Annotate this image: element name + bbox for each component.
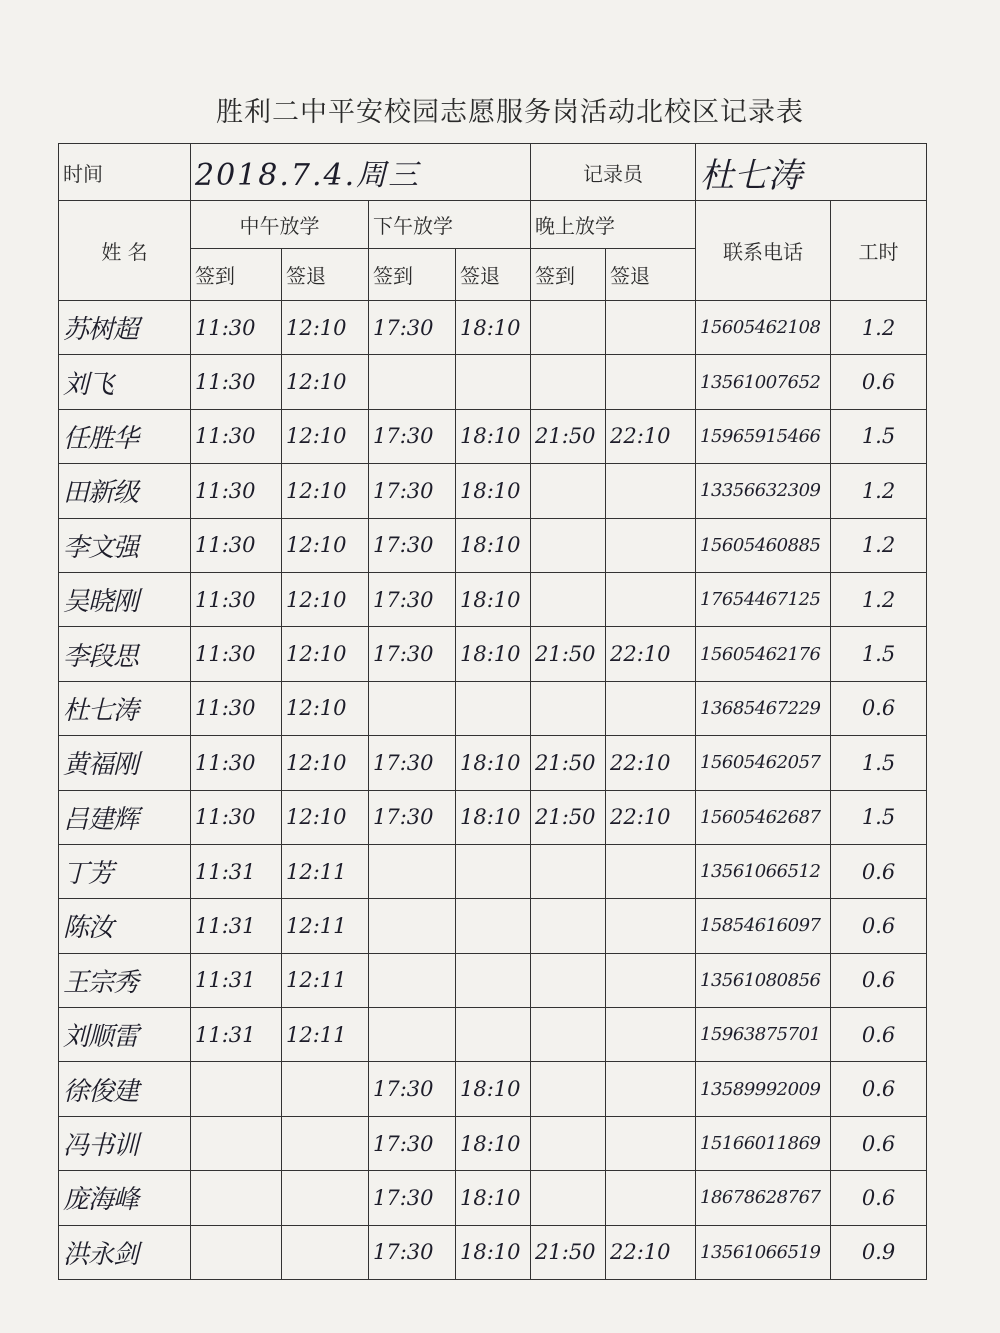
noon-sign-out: 12:10 xyxy=(282,790,369,844)
afternoon-sign-out: 18:10 xyxy=(456,518,531,572)
volunteer-name: 吴晓刚 xyxy=(59,572,191,626)
work-hours: 1.5 xyxy=(831,409,927,463)
name-header: 姓 名 xyxy=(59,201,191,301)
afternoon-sign-out: 18:10 xyxy=(456,464,531,518)
phone-number: 15605462176 xyxy=(696,627,831,681)
recorder-label: 记录员 xyxy=(531,144,696,201)
evening-sign-in xyxy=(531,899,606,953)
evening-sign-in xyxy=(531,1008,606,1062)
work-hours: 1.2 xyxy=(831,572,927,626)
afternoon-sign-out: 18:10 xyxy=(456,1062,531,1116)
date-value: 2018.7.4.周三 xyxy=(191,144,531,201)
noon-sign-out xyxy=(282,1225,369,1279)
noon-sign-in xyxy=(191,1116,282,1170)
noon-sign-out: 12:10 xyxy=(282,572,369,626)
afternoon-sign-out xyxy=(456,844,531,898)
hours-header: 工时 xyxy=(831,201,927,301)
evening-header: 晚上放学 xyxy=(531,201,696,249)
afternoon-sign-in-header: 签到 xyxy=(369,249,456,301)
evening-sign-in xyxy=(531,518,606,572)
phone-number: 13685467229 xyxy=(696,681,831,735)
afternoon-sign-in: 17:30 xyxy=(369,790,456,844)
volunteer-name: 李段思 xyxy=(59,627,191,681)
afternoon-sign-out: 18:10 xyxy=(456,627,531,681)
afternoon-sign-in: 17:30 xyxy=(369,464,456,518)
phone-number: 13561080856 xyxy=(696,953,831,1007)
work-hours: 0.6 xyxy=(831,681,927,735)
work-hours: 0.9 xyxy=(831,1225,927,1279)
afternoon-sign-in xyxy=(369,953,456,1007)
work-hours: 0.6 xyxy=(831,844,927,898)
phone-number: 18678628767 xyxy=(696,1171,831,1225)
afternoon-sign-in: 17:30 xyxy=(369,1116,456,1170)
noon-sign-in: 11:31 xyxy=(191,1008,282,1062)
volunteer-name: 任胜华 xyxy=(59,409,191,463)
volunteer-name: 刘顺雷 xyxy=(59,1008,191,1062)
noon-sign-in xyxy=(191,1225,282,1279)
evening-sign-in xyxy=(531,1062,606,1116)
table-row xyxy=(59,464,927,518)
table-row xyxy=(59,355,927,409)
phone-number: 15605460885 xyxy=(696,518,831,572)
table-row xyxy=(59,681,927,735)
noon-sign-out xyxy=(282,1171,369,1225)
table-row xyxy=(59,790,927,844)
phone-number: 15605462687 xyxy=(696,790,831,844)
work-hours: 0.6 xyxy=(831,899,927,953)
table-row xyxy=(59,301,927,355)
table-row xyxy=(59,518,927,572)
noon-sign-in: 11:30 xyxy=(191,518,282,572)
volunteer-name: 苏树超 xyxy=(59,301,191,355)
phone-number: 15166011869 xyxy=(696,1116,831,1170)
volunteer-name: 杜七涛 xyxy=(59,681,191,735)
volunteer-name: 陈汝 xyxy=(59,899,191,953)
phone-number: 13356632309 xyxy=(696,464,831,518)
afternoon-sign-in: 17:30 xyxy=(369,736,456,790)
table-row xyxy=(59,953,927,1007)
work-hours: 1.5 xyxy=(831,627,927,681)
afternoon-sign-out xyxy=(456,1008,531,1062)
evening-sign-out xyxy=(606,464,696,518)
work-hours: 1.2 xyxy=(831,301,927,355)
evening-sign-out xyxy=(606,518,696,572)
evening-sign-out-header: 签退 xyxy=(606,249,696,301)
evening-sign-in xyxy=(531,355,606,409)
work-hours: 0.6 xyxy=(831,1116,927,1170)
afternoon-sign-in: 17:30 xyxy=(369,301,456,355)
volunteer-name: 王宗秀 xyxy=(59,953,191,1007)
evening-sign-in xyxy=(531,301,606,355)
afternoon-sign-out-header: 签退 xyxy=(456,249,531,301)
noon-sign-in-header: 签到 xyxy=(191,249,282,301)
noon-sign-in: 11:30 xyxy=(191,301,282,355)
evening-sign-out: 22:10 xyxy=(606,627,696,681)
record-table xyxy=(58,143,927,1280)
evening-sign-out xyxy=(606,899,696,953)
phone-number: 13589992009 xyxy=(696,1062,831,1116)
noon-sign-in: 11:30 xyxy=(191,627,282,681)
afternoon-sign-in xyxy=(369,844,456,898)
noon-sign-in: 11:30 xyxy=(191,572,282,626)
evening-sign-in xyxy=(531,953,606,1007)
evening-sign-in xyxy=(531,1171,606,1225)
volunteer-name: 李文强 xyxy=(59,518,191,572)
table-row xyxy=(59,1225,927,1279)
phone-number: 13561007652 xyxy=(696,355,831,409)
noon-sign-in: 11:30 xyxy=(191,355,282,409)
evening-sign-out: 22:10 xyxy=(606,736,696,790)
noon-sign-out: 12:10 xyxy=(282,409,369,463)
work-hours: 1.2 xyxy=(831,518,927,572)
evening-sign-out xyxy=(606,572,696,626)
sheet-title: 胜利二中平安校园志愿服务岗活动北校区记录表 xyxy=(216,97,804,128)
volunteer-name: 洪永剑 xyxy=(59,1225,191,1279)
afternoon-sign-in: 17:30 xyxy=(369,627,456,681)
noon-sign-out: 12:11 xyxy=(282,1008,369,1062)
phone-number: 15605462108 xyxy=(696,301,831,355)
evening-sign-in xyxy=(531,1116,606,1170)
volunteer-name: 刘飞 xyxy=(59,355,191,409)
evening-sign-out xyxy=(606,1116,696,1170)
table-row xyxy=(59,627,927,681)
work-hours: 0.6 xyxy=(831,1062,927,1116)
afternoon-sign-out: 18:10 xyxy=(456,409,531,463)
noon-sign-in xyxy=(191,1062,282,1116)
afternoon-sign-in xyxy=(369,681,456,735)
phone-number: 17654467125 xyxy=(696,572,831,626)
time-label: 时间 xyxy=(59,144,191,201)
recorder-signature: 杜七涛 xyxy=(696,144,927,201)
phone-number: 13561066512 xyxy=(696,844,831,898)
table-row xyxy=(59,1171,927,1225)
noon-sign-out: 12:10 xyxy=(282,518,369,572)
evening-sign-in-header: 签到 xyxy=(531,249,606,301)
afternoon-sign-in: 17:30 xyxy=(369,572,456,626)
evening-sign-out xyxy=(606,1062,696,1116)
noon-sign-out: 12:11 xyxy=(282,844,369,898)
phone-number: 15605462057 xyxy=(696,736,831,790)
table-row xyxy=(59,844,927,898)
volunteer-name: 吕建辉 xyxy=(59,790,191,844)
afternoon-sign-out xyxy=(456,681,531,735)
table-row xyxy=(59,1116,927,1170)
evening-sign-in xyxy=(531,572,606,626)
afternoon-sign-out: 18:10 xyxy=(456,301,531,355)
work-hours: 0.6 xyxy=(831,953,927,1007)
noon-sign-in: 11:30 xyxy=(191,790,282,844)
evening-sign-out xyxy=(606,355,696,409)
noon-sign-out-header: 签退 xyxy=(282,249,369,301)
afternoon-sign-out: 18:10 xyxy=(456,572,531,626)
phone-number: 15854616097 xyxy=(696,899,831,953)
work-hours: 1.5 xyxy=(831,736,927,790)
noon-sign-in: 11:30 xyxy=(191,409,282,463)
afternoon-sign-out: 18:10 xyxy=(456,1225,531,1279)
afternoon-sign-out: 18:10 xyxy=(456,1171,531,1225)
noon-sign-out: 12:11 xyxy=(282,899,369,953)
evening-sign-out xyxy=(606,953,696,1007)
evening-sign-in: 21:50 xyxy=(531,409,606,463)
afternoon-sign-out: 18:10 xyxy=(456,1116,531,1170)
volunteer-name: 黄福刚 xyxy=(59,736,191,790)
evening-sign-out xyxy=(606,1008,696,1062)
evening-sign-in: 21:50 xyxy=(531,627,606,681)
evening-sign-in: 21:50 xyxy=(531,1225,606,1279)
afternoon-header: 下午放学 xyxy=(369,201,531,249)
header-row-time xyxy=(59,144,927,201)
afternoon-sign-in: 17:30 xyxy=(369,1225,456,1279)
evening-sign-in: 21:50 xyxy=(531,790,606,844)
table-row xyxy=(59,409,927,463)
noon-sign-in: 11:31 xyxy=(191,899,282,953)
noon-sign-in: 11:30 xyxy=(191,681,282,735)
volunteer-name: 徐俊建 xyxy=(59,1062,191,1116)
work-hours: 1.2 xyxy=(831,464,927,518)
noon-sign-out xyxy=(282,1116,369,1170)
afternoon-sign-in: 17:30 xyxy=(369,409,456,463)
noon-sign-out xyxy=(282,1062,369,1116)
volunteer-name: 田新级 xyxy=(59,464,191,518)
evening-sign-out: 22:10 xyxy=(606,409,696,463)
noon-header: 中午放学 xyxy=(191,201,369,249)
volunteer-name: 庞海峰 xyxy=(59,1171,191,1225)
noon-sign-out: 12:10 xyxy=(282,301,369,355)
noon-sign-out: 12:10 xyxy=(282,355,369,409)
evening-sign-out xyxy=(606,301,696,355)
phone-number: 13561066519 xyxy=(696,1225,831,1279)
afternoon-sign-in xyxy=(369,899,456,953)
evening-sign-out xyxy=(606,844,696,898)
work-hours: 0.6 xyxy=(831,1008,927,1062)
noon-sign-in xyxy=(191,1171,282,1225)
evening-sign-in xyxy=(531,844,606,898)
table-row xyxy=(59,1008,927,1062)
work-hours: 0.6 xyxy=(831,355,927,409)
afternoon-sign-out: 18:10 xyxy=(456,736,531,790)
afternoon-sign-in: 17:30 xyxy=(369,518,456,572)
noon-sign-in: 11:31 xyxy=(191,844,282,898)
noon-sign-out: 12:10 xyxy=(282,464,369,518)
evening-sign-in xyxy=(531,681,606,735)
noon-sign-in: 11:31 xyxy=(191,953,282,1007)
afternoon-sign-out xyxy=(456,899,531,953)
noon-sign-in: 11:30 xyxy=(191,736,282,790)
evening-sign-out: 22:10 xyxy=(606,1225,696,1279)
afternoon-sign-out xyxy=(456,355,531,409)
phone-header: 联系电话 xyxy=(696,201,831,301)
header-row-periods xyxy=(59,201,927,249)
evening-sign-in xyxy=(531,464,606,518)
volunteer-name: 冯书训 xyxy=(59,1116,191,1170)
table-row xyxy=(59,899,927,953)
phone-number: 15963875701 xyxy=(696,1008,831,1062)
evening-sign-in: 21:50 xyxy=(531,736,606,790)
table-row xyxy=(59,1062,927,1116)
evening-sign-out xyxy=(606,1171,696,1225)
work-hours: 1.5 xyxy=(831,790,927,844)
afternoon-sign-out: 18:10 xyxy=(456,790,531,844)
work-hours: 0.6 xyxy=(831,1171,927,1225)
phone-number: 15965915466 xyxy=(696,409,831,463)
evening-sign-out: 22:10 xyxy=(606,790,696,844)
afternoon-sign-in: 17:30 xyxy=(369,1171,456,1225)
noon-sign-out: 12:10 xyxy=(282,681,369,735)
noon-sign-out: 12:11 xyxy=(282,953,369,1007)
volunteer-name: 丁芳 xyxy=(59,844,191,898)
noon-sign-out: 12:10 xyxy=(282,736,369,790)
afternoon-sign-in xyxy=(369,1008,456,1062)
afternoon-sign-in xyxy=(369,355,456,409)
table-row xyxy=(59,572,927,626)
evening-sign-out xyxy=(606,681,696,735)
noon-sign-in: 11:30 xyxy=(191,464,282,518)
noon-sign-out: 12:10 xyxy=(282,627,369,681)
afternoon-sign-in: 17:30 xyxy=(369,1062,456,1116)
afternoon-sign-out xyxy=(456,953,531,1007)
table-row xyxy=(59,736,927,790)
